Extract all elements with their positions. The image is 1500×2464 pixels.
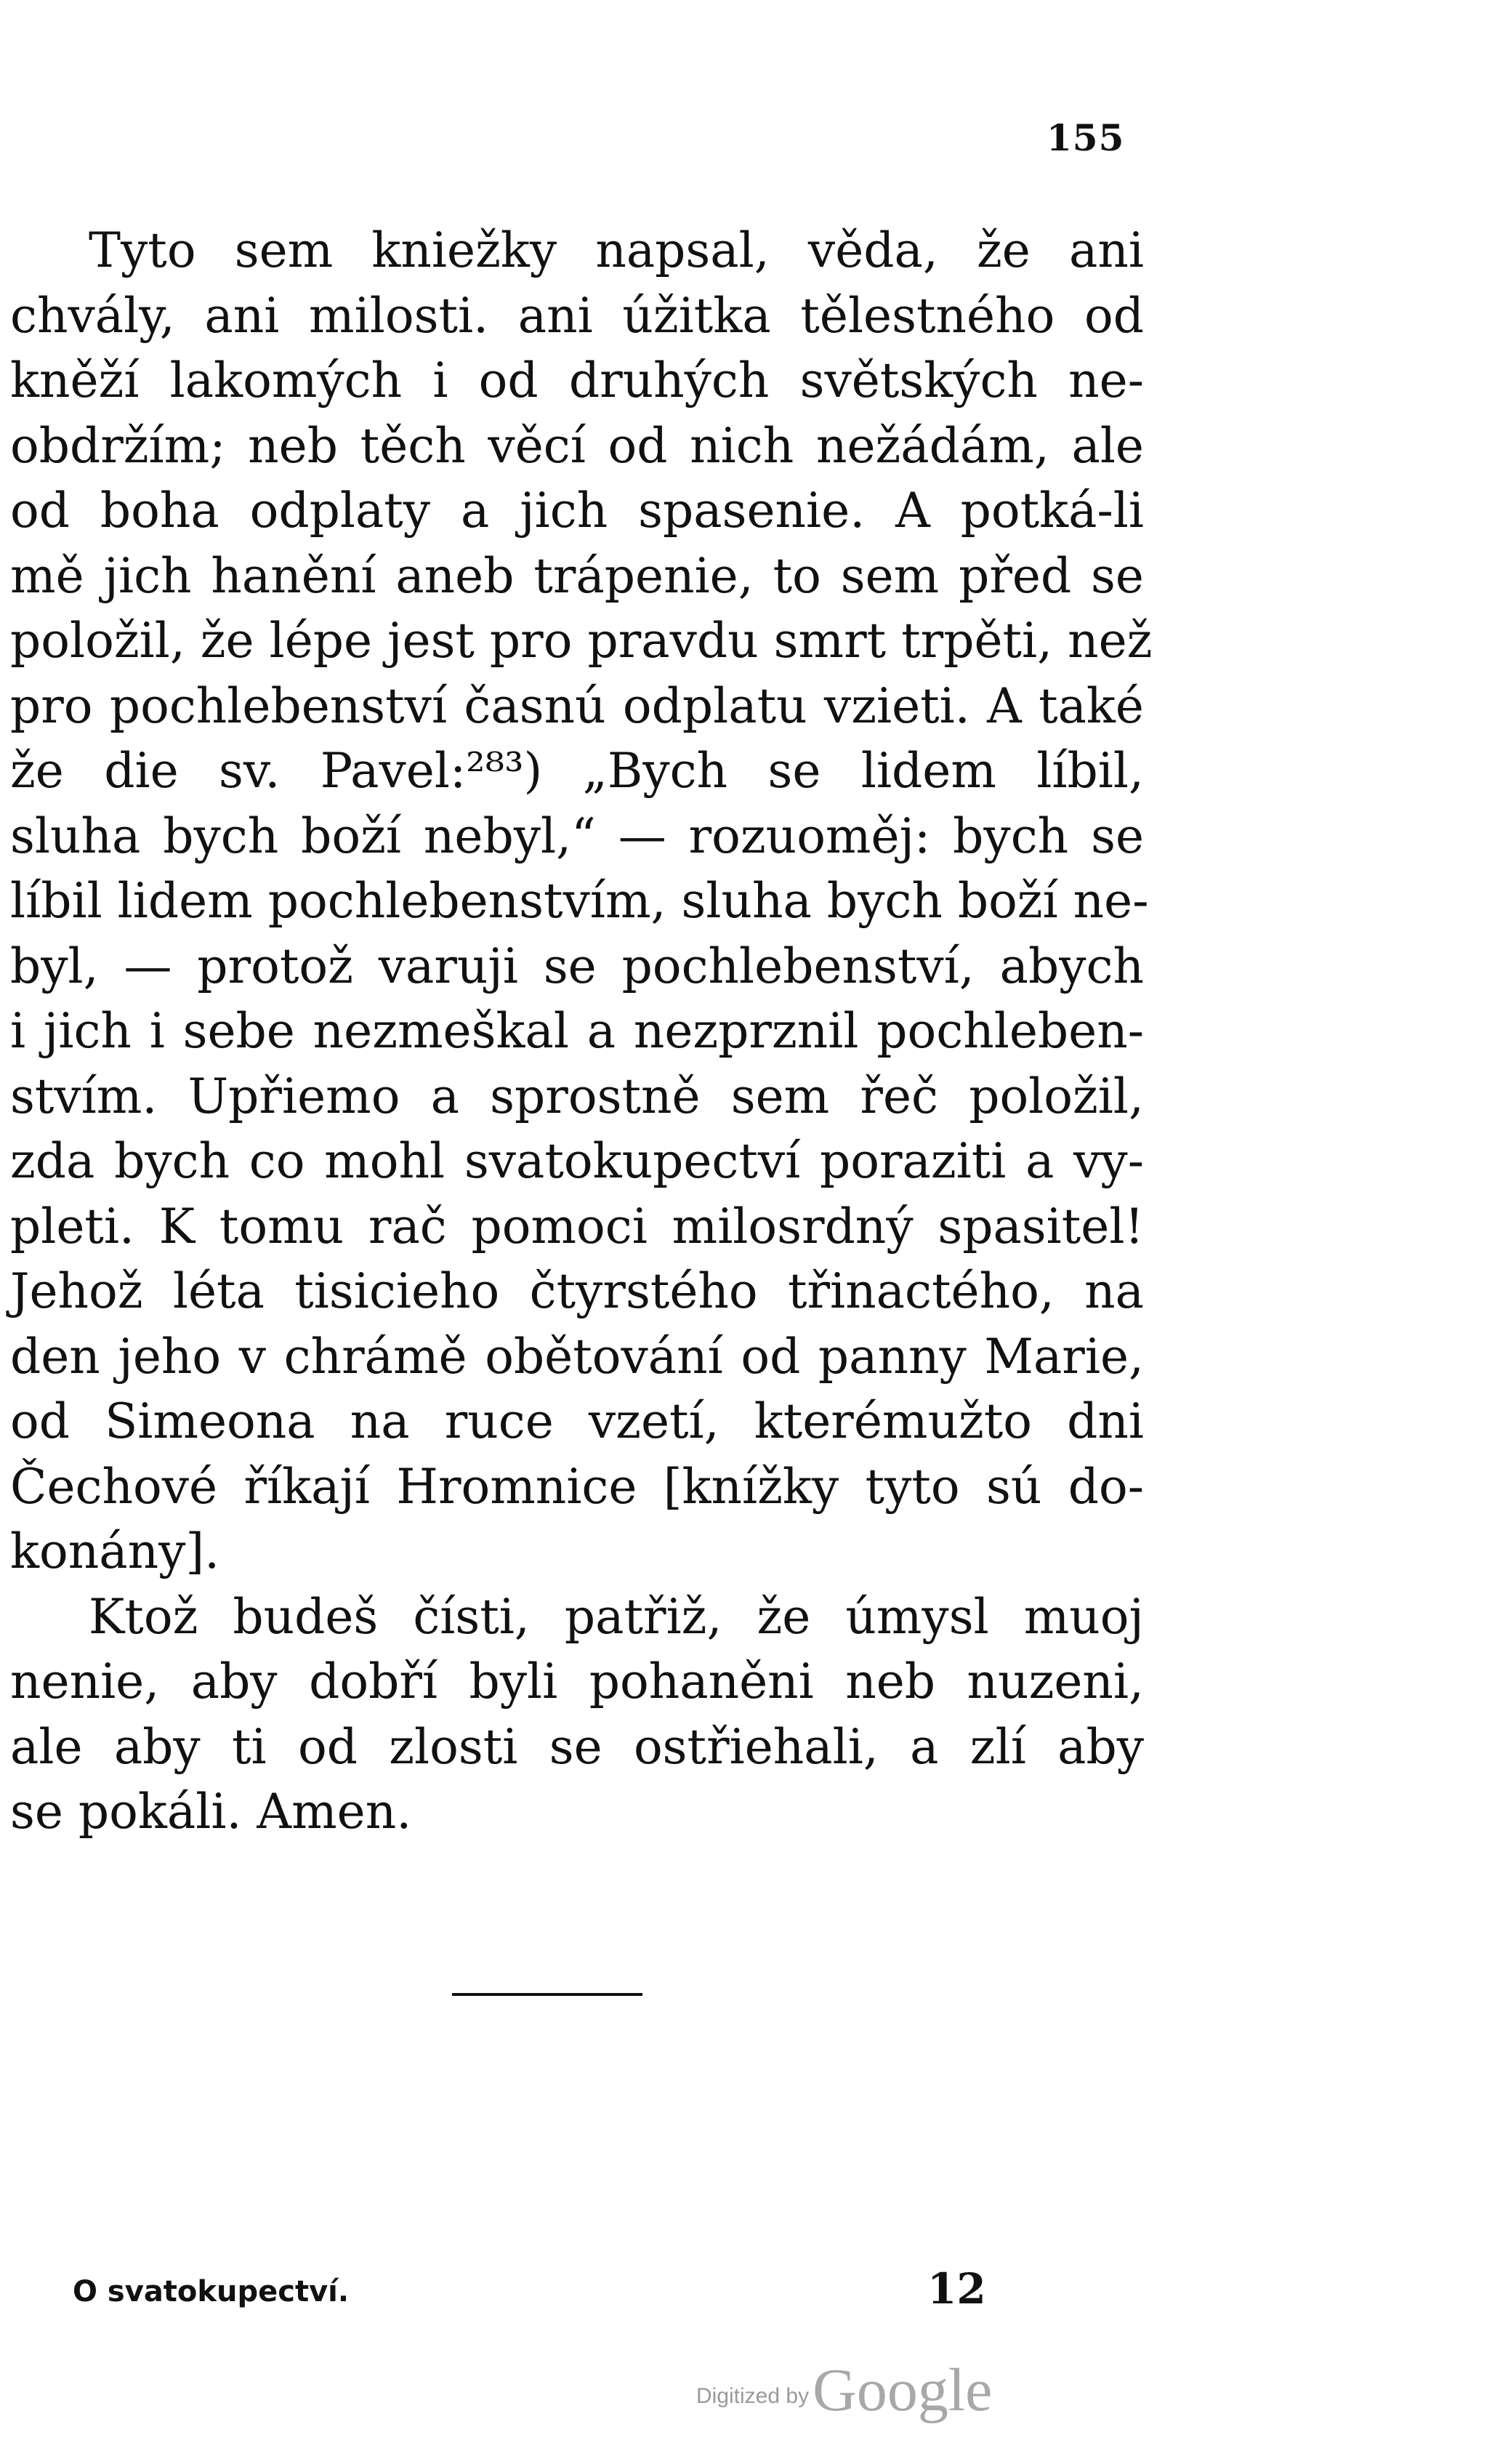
text-line: mě jich hanění aneb trápenie, to sem před se bbox=[10, 547, 1144, 604]
text-line: se pokáli. Amen. bbox=[10, 1784, 412, 1840]
text-line: kněží lakomých i od druhých světských ne- bbox=[10, 353, 1144, 408]
text-line: pro pochlebenství časnú odplatu vzieti. A také bbox=[10, 677, 1144, 734]
text-line: nenie, aby dobří byli pohaněni neb nuzeni, bbox=[10, 1654, 1144, 1710]
text-line: den jeho v chrámě obětování od panny Marie, bbox=[10, 1328, 1144, 1385]
text-line: líbil lidem pochlebenstvím, sluha bych boží ne- bbox=[10, 873, 1149, 929]
text-line: stvím. Upřiemo a sprostně sem řeč položil, bbox=[10, 1068, 1144, 1124]
text-line: obdržím; neb těch věcí od nich nežádám, ale bbox=[10, 417, 1144, 474]
text-line: položil, že lépe jest pro pravdu smrt trpěti, než bbox=[10, 613, 1153, 669]
text-line: sluha bych boží nebyl,“ — rozuoměj: bych se bbox=[10, 808, 1144, 864]
text-line: že die sv. Pavel:²⁸³) „Bych se lidem líbil, bbox=[10, 743, 1144, 799]
footer-title: O svatokupectví. bbox=[73, 2275, 350, 2308]
watermark-prefix: Digitized by bbox=[696, 2384, 810, 2408]
text-line: Jehož léta tisicieho čtyrstého třinactého, na bbox=[10, 1263, 1144, 1319]
text-line: i jich i sebe nezmeškal a nezprznil pochleben- bbox=[10, 1003, 1144, 1059]
text-line: od Simeona na ruce vzetí, kterémužto dni bbox=[10, 1393, 1144, 1449]
text-line: od boha odplaty a jich spasenie. A potká-li bbox=[10, 483, 1144, 539]
text-line: Ktož budeš čísti, patřiž, že úmysl muoj bbox=[89, 1588, 1144, 1645]
text-line: zda bych co mohl svatokupectví poraziti a vy- bbox=[10, 1133, 1144, 1189]
signature-mark: 12 bbox=[927, 2264, 986, 2314]
digitized-watermark bbox=[696, 2355, 992, 2425]
end-rule bbox=[452, 1993, 642, 1996]
text-line: konány]. bbox=[10, 1523, 220, 1579]
paragraph-1 bbox=[10, 218, 1153, 1585]
page-number: 155 bbox=[1047, 116, 1125, 159]
main-text bbox=[10, 218, 1153, 1845]
text-line: Čechové říkají Hromnice [knížky tyto sú do- bbox=[10, 1458, 1144, 1515]
paragraph-2 bbox=[10, 1585, 1144, 1845]
watermark-brand: Google bbox=[812, 2356, 993, 2424]
text-line: Tyto sem kniežky napsal, věda, že ani bbox=[89, 222, 1144, 278]
text-line: byl, — protož varuji se pochlebenství, abych bbox=[10, 938, 1144, 994]
text-line: pleti. K tomu rač pomoci milosrdný spasitel! bbox=[10, 1198, 1144, 1255]
text-line: chvály, ani milosti. ani úžitka tělestného od bbox=[10, 287, 1144, 344]
text-line: ale aby ti od zlosti se ostřiehali, a zlí aby bbox=[10, 1718, 1144, 1775]
